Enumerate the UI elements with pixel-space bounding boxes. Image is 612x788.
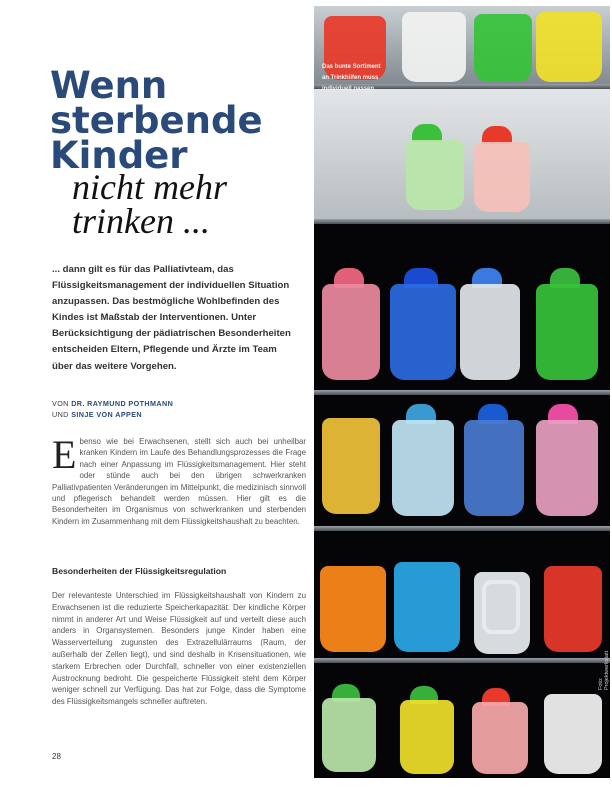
drop-cap: E xyxy=(52,432,77,477)
cup-orange xyxy=(320,566,386,652)
authors-connector: UND xyxy=(52,410,69,419)
photo-credit: Foto: Projektwerkstatt xyxy=(598,650,610,690)
article-lead: ... dann gilt es für das Palliativteam, das Flüssigkeitsmanagement der individuellen Situation anzupassen. Das bestmögliche Wohlbefinden des Kindes ist Maßstab der Interventionen. Unter Berücksichtigung der pädiatrischen Besonderheiten entscheiden Eltern, Pflegende und Ärzte im Team über das weitere Vorgehen. xyxy=(52,264,291,372)
authors-prefix: VON xyxy=(52,399,69,408)
cup-magenta xyxy=(536,420,598,516)
cup-rose xyxy=(322,284,380,380)
cup-cyan xyxy=(394,562,460,652)
author-1: DR. RAYMUND POTHMANN xyxy=(71,399,174,408)
cup-blue xyxy=(464,420,524,516)
cup-amber xyxy=(322,418,380,514)
shelf xyxy=(314,658,610,663)
cup-blue xyxy=(390,284,456,380)
cup-yellow xyxy=(400,700,454,774)
author-2: SINJE VON APPEN xyxy=(71,410,143,419)
page-number: 28 xyxy=(52,752,61,761)
cup-sky xyxy=(392,420,454,516)
body-paragraph-1 xyxy=(52,432,306,527)
cup-pink xyxy=(474,142,530,212)
author-byline xyxy=(52,398,302,420)
shelf xyxy=(314,219,610,224)
cup-yellow xyxy=(536,12,602,82)
cup-light-green xyxy=(406,140,464,210)
cup-red xyxy=(544,566,602,652)
shelf xyxy=(314,526,610,531)
cup-clear xyxy=(460,284,520,380)
cup-green xyxy=(474,14,532,82)
cup-white xyxy=(474,572,530,654)
cups-photo xyxy=(314,6,610,778)
cup-pink xyxy=(472,702,528,774)
cup-light-green xyxy=(322,698,376,772)
cup-green xyxy=(536,284,598,380)
body-paragraph-2: Der relevanteste Unterschied im Flüssigkeitshaushalt von Kindern zu Erwachsenen ist die reduzierte Speicherkapazität. Der kindliche Körper nimmt in anderer Art und Weise Flüssigkeit auf und verteilt diese auch anders in Organsystemen. Besonders junge Kinder haben eine Wasserverteilung zugunsten des Extrazellulärraums (Raum, der außerhalb der Zellen liegt), und sind deshalb in Krisensituationen, wie starkem Erbrechen oder Durchfall, schneller von einer existenziellen Austrocknung bedroht. Die gespeicherte Flüssigkeit steht dem Körper weniger schnell zur Verfügung. Das hat zur Folge, dass die Symptome des Flüssigkeitsmangels schneller auftreten. xyxy=(52,591,306,707)
article-title-serif: nicht mehr trinken ... xyxy=(72,167,227,241)
cup-white xyxy=(402,12,466,82)
section-subhead: Besonderheiten der Flüssigkeitsregulation xyxy=(52,566,227,576)
body-1-text: benso wie bei Erwachsenen, stellt sich auch bei unheilbar kranken Kindern im Laufe des Behandlungsprozesses die Frage nach einer Anpassung im Flüssigkeitsmanagement. Hier steht oder stünde auch bei den übrigen schwerkranken Palliativpatienten Veränderungen im Mittelpunkt, die medizinisch sinnvoll und pflegerisch behandelt werden müssen. Hier gilt es die Besonderheiten im Organismus von schwerkranken und sterbenden Kindern im Zusammenhang mit dem Flüssigkeitshaushalt zu beachten. xyxy=(52,437,306,526)
photo-caption: Das bunte Sortiment an Trinkhilfen muss individuell passen xyxy=(322,64,381,92)
shelf xyxy=(314,390,610,395)
article-title-sans: Wenn sterbende Kinder xyxy=(50,64,263,177)
cup-white xyxy=(544,694,602,774)
